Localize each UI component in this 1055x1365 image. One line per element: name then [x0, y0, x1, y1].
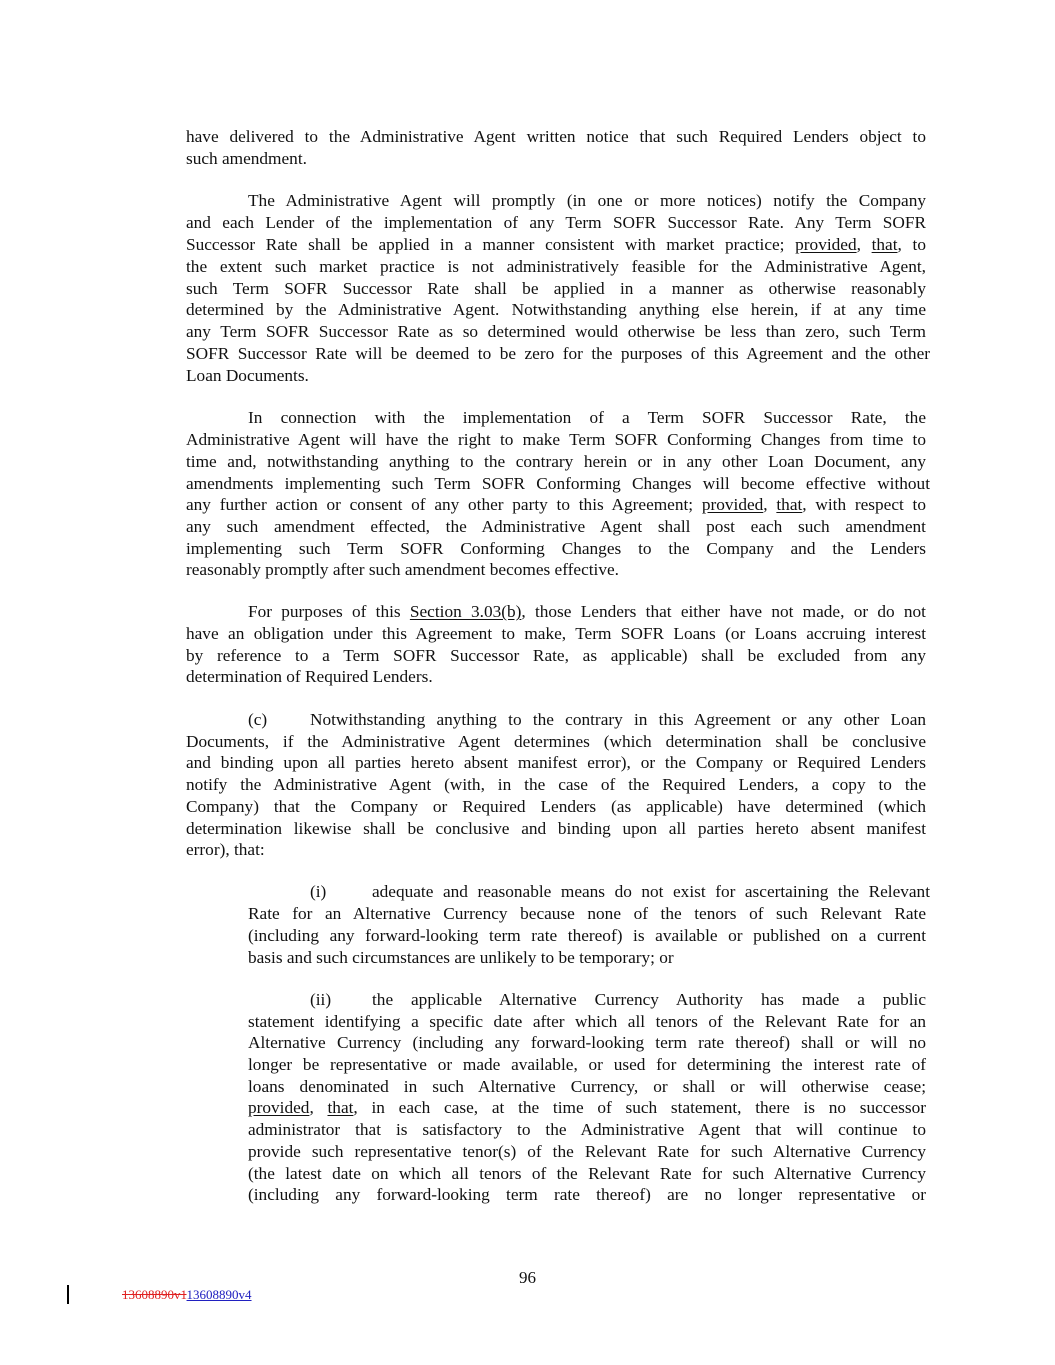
provided-term: provided	[795, 235, 857, 254]
clause-label: (c)	[248, 710, 268, 729]
text-line: provide such representative tenor(s) of the Relevant Rate for such Alternative Currency	[248, 1142, 926, 1161]
text-line: Company) that the Company or Required Lenders (as applicable) have determined (which	[186, 797, 926, 816]
text-line: Loan Documents.	[186, 366, 309, 385]
text-line: error), that:	[186, 840, 265, 859]
text-line: administrator that is satisfactory to the Administrative Agent that will continue to	[248, 1120, 926, 1139]
text-line: (including any forward-looking term rate thereof) is available or published on a current	[248, 926, 926, 945]
that-term: that	[871, 235, 898, 254]
text-line: (the latest date on which all tenors of the Relevant Rate for such Alternative Currency	[248, 1164, 926, 1183]
text-line: determined by the Administrative Agent. Notwithstanding anything else herein, if at any time	[186, 300, 926, 319]
text-line: reasonably promptly after such amendment becomes effective.	[186, 560, 619, 579]
text-span: Successor Rate shall be applied in a manner consistent with market practice;	[186, 235, 796, 254]
that-term: that	[776, 495, 803, 514]
text-line: time and, notwithstanding anything to the contrary herein or in any other Loan Document, any	[186, 452, 926, 471]
text-line: determination likewise shall be conclusive and binding upon all parties hereto absent manifest	[186, 819, 926, 838]
that-term: that	[327, 1098, 354, 1117]
separator: ,	[309, 1098, 328, 1117]
text-line: and each Lender of the implementation of any Term SOFR Successor Rate. Any Term SOFR	[186, 213, 926, 232]
text-line	[248, 1097, 926, 1118]
text-line: Documents, if the Administrative Agent determines (which determination shall be conclusive	[186, 732, 926, 751]
deleted-doc-id: 13608890v1	[122, 1287, 187, 1302]
text-line: longer be representative or made available, or used for determining the interest rate of	[248, 1055, 926, 1074]
text-span: , with respect to	[802, 495, 926, 514]
text-line: loans denominated in such Alternative Currency, or shall or will otherwise cease;	[248, 1077, 926, 1096]
text-line: such amendment.	[186, 149, 307, 168]
text-line: SOFR Successor Rate will be deemed to be zero for the purposes of this Agreement and the other	[186, 344, 930, 363]
inserted-doc-id: 13608890v4	[186, 1287, 252, 1302]
text-line: statement identifying a specific date after which all tenors of the Relevant Rate for an	[248, 1012, 926, 1031]
text-line: determination of Required Lenders.	[186, 667, 433, 686]
text-line: Administrative Agent will have the right to make Term SOFR Conforming Changes from time to	[186, 430, 926, 449]
text-line: the extent such market practice is not administratively feasible for the Administrative Agent,	[186, 257, 926, 276]
separator: ,	[763, 495, 777, 514]
text-line	[186, 234, 926, 255]
text-line: by reference to a Term SOFR Successor Rate, as applicable) shall be excluded from any	[186, 646, 926, 665]
text-line: any Term SOFR Successor Rate as so determined would otherwise be less than zero, such Term	[186, 322, 926, 341]
text-line: In connection with the implementation of a Term SOFR Successor Rate, the	[248, 408, 926, 427]
section-reference-link[interactable]: Section 3.03(b)	[409, 602, 522, 621]
clause-label: (i)	[310, 882, 327, 901]
text-span: , those Lenders that either have not made, or do not	[521, 602, 926, 621]
text-line: amendments implementing such Term SOFR Conforming Changes will become effective without	[186, 474, 930, 493]
text-span: For purposes of this	[248, 602, 410, 621]
text-line: the applicable Alternative Currency Authority has made a public	[372, 990, 926, 1009]
provided-term: provided	[701, 495, 764, 514]
text-line: The Administrative Agent will promptly (in one or more notices) notify the Company	[248, 191, 926, 210]
provided-term: provided	[248, 1098, 310, 1117]
page-number: 96	[519, 1268, 536, 1287]
document-id	[122, 1287, 252, 1303]
text-span: , to	[897, 235, 926, 254]
text-line: have an obligation under this Agreement to make, Term SOFR Loans (or Loans accruing interest	[186, 624, 926, 643]
text-line: adequate and reasonable means do not exist for ascertaining the Relevant	[372, 882, 930, 901]
text-line: Notwithstanding anything to the contrary in this Agreement or any other Loan	[310, 710, 926, 729]
text-line: (including any forward-looking term rate thereof) are no longer representative or	[248, 1185, 926, 1204]
text-line: notify the Administrative Agent (with, in the case of the Required Lenders, a copy to the	[186, 775, 926, 794]
text-line: Alternative Currency (including any forward-looking term rate thereof) shall or will no	[248, 1033, 926, 1052]
text-span: any further action or consent of any other party to this Agreement;	[186, 495, 702, 514]
text-line: basis and such circumstances are unlikely to be temporary; or	[248, 948, 674, 967]
text-line: any such amendment effected, the Administrative Agent shall post each such amendment	[186, 517, 926, 536]
text-line: and binding upon all parties hereto absent manifest error), or the Company or Required Lenders	[186, 753, 926, 772]
text-span: , in each case, at the time of such statement, there is no successor	[353, 1098, 926, 1117]
text-line: such Term SOFR Successor Rate shall be applied in a manner as otherwise reasonably	[186, 279, 926, 298]
text-line: implementing such Term SOFR Conforming Changes to the Company and the Lenders	[186, 539, 926, 558]
text-line: have delivered to the Administrative Agent written notice that such Required Lenders object to	[186, 127, 926, 146]
clause-label: (ii)	[310, 990, 332, 1009]
text-line: Rate for an Alternative Currency because none of the tenors of such Relevant Rate	[248, 904, 926, 923]
text-line	[248, 601, 926, 622]
text-line	[186, 494, 926, 515]
change-bar	[67, 1285, 69, 1304]
separator: ,	[856, 235, 872, 254]
